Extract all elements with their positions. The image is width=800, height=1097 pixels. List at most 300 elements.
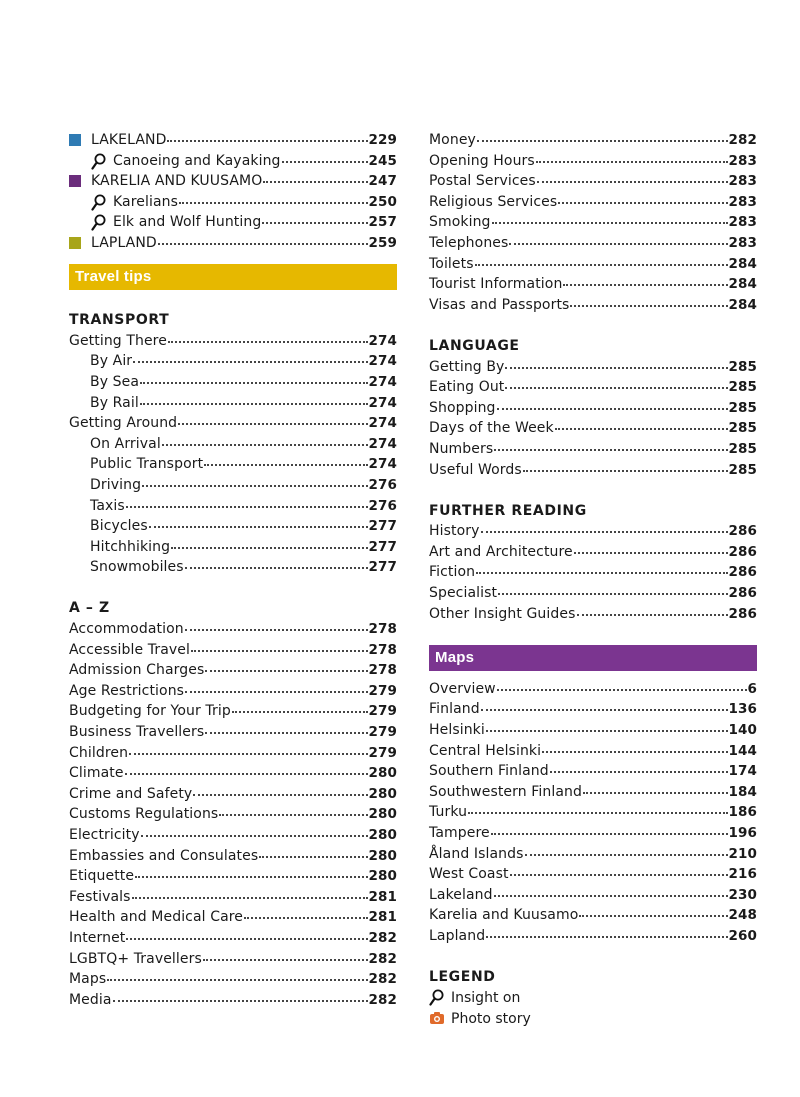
toc-entry[interactable] (69, 393, 397, 414)
magnifier-icon (91, 153, 107, 170)
dot-leader (570, 293, 727, 307)
toc-entry[interactable] (429, 233, 757, 254)
dot-leader (126, 926, 367, 940)
toc-entry[interactable] (429, 542, 757, 563)
page-number: 144 (728, 742, 757, 759)
page-number: 279 (368, 724, 397, 741)
page-number: 186 (728, 804, 757, 821)
entry-label: Health and Medical Care (69, 909, 244, 926)
page-number: 280 (368, 785, 397, 802)
page-number: 277 (368, 518, 397, 535)
page-number: 285 (728, 420, 757, 437)
page-number: 276 (368, 476, 397, 493)
toc-entry[interactable] (69, 743, 397, 764)
dot-leader (481, 697, 728, 711)
entry-label: Taxis (90, 497, 125, 514)
page-number: 210 (728, 845, 757, 862)
toc-entry[interactable] (69, 887, 397, 908)
page-number: 283 (728, 214, 757, 231)
entry-label: Getting Around (69, 415, 178, 432)
entry-label: Driving (90, 476, 142, 493)
dot-leader (219, 802, 367, 816)
toc-entry[interactable] (429, 782, 757, 803)
toc-entry[interactable] (429, 741, 757, 762)
entry-label: By Rail (90, 394, 139, 411)
entry-label: Art and Architecture (429, 543, 573, 560)
a-z-list (69, 619, 397, 1010)
page-number: 286 (728, 543, 757, 560)
toc-entry[interactable] (69, 763, 397, 784)
entry-label: Media (69, 991, 112, 1008)
page-number: 274 (368, 373, 397, 390)
entry-label: Tampere (429, 825, 490, 841)
toc-entry[interactable] (429, 679, 757, 700)
dot-leader (158, 231, 368, 245)
toc-entry[interactable] (429, 460, 757, 481)
dot-leader (132, 885, 368, 899)
page-number: 196 (728, 825, 757, 841)
toc-entry[interactable] (69, 928, 397, 949)
entry-label: Lapland (429, 927, 486, 944)
page-number: 278 (368, 662, 397, 679)
dot-leader (558, 190, 727, 204)
toc-entry[interactable] (429, 761, 757, 782)
entry-label: Karelians (113, 193, 179, 210)
page-number: 274 (368, 456, 397, 473)
dot-leader (583, 780, 728, 794)
toc-entry[interactable] (69, 171, 397, 192)
entry-label: Accommodation (69, 621, 184, 638)
dot-leader (525, 842, 728, 856)
page-number: 278 (368, 641, 397, 658)
dot-leader (574, 540, 728, 554)
toc-entry[interactable] (429, 130, 757, 151)
page-number: 286 (728, 564, 757, 581)
entry-label: Getting By (429, 358, 505, 375)
entry-label: Crime and Safety (69, 785, 193, 802)
toc-entry[interactable] (429, 171, 757, 192)
toc-entry[interactable] (429, 720, 757, 741)
toc-entry[interactable] (429, 562, 757, 583)
toc-entry[interactable] (429, 254, 757, 275)
entry-label: Southern Finland (429, 763, 549, 780)
page-number: 280 (368, 827, 397, 843)
dot-leader (185, 617, 368, 631)
legend-label: Insight on (451, 990, 521, 1007)
region-color-square-icon (69, 175, 81, 187)
toc-entry[interactable] (429, 604, 757, 625)
page-number: 6 (747, 680, 757, 697)
dot-leader (149, 514, 368, 528)
entry-label: LAKELAND (91, 132, 167, 148)
toc-entry[interactable] (69, 846, 397, 867)
entry-label: Admission Charges (69, 662, 205, 679)
toc-entry[interactable] (69, 151, 397, 172)
dot-leader (107, 967, 367, 981)
dot-leader (505, 375, 727, 389)
toc-entry[interactable] (69, 640, 397, 661)
page-number: 259 (368, 234, 397, 251)
dot-leader (191, 638, 368, 652)
page-number: 283 (728, 173, 757, 190)
toc-entry[interactable] (429, 802, 757, 823)
dot-leader (141, 823, 368, 837)
legend-item (429, 1008, 757, 1029)
toc-entry[interactable] (69, 557, 397, 578)
page-number: 277 (368, 559, 397, 576)
page-number: 274 (368, 332, 397, 349)
dot-leader (167, 128, 367, 142)
page-number: 274 (368, 353, 397, 370)
toc-entry[interactable] (69, 660, 397, 681)
legend-list (429, 988, 757, 1029)
toc-entry[interactable] (69, 722, 397, 743)
page-number: 283 (728, 193, 757, 210)
toc-entry[interactable] (69, 784, 397, 805)
dot-leader (259, 844, 367, 858)
dot-leader (142, 473, 367, 487)
toc-entry[interactable] (429, 905, 757, 926)
page-number: 280 (368, 868, 397, 885)
entry-label: West Coast (429, 866, 509, 883)
toc-entry[interactable] (69, 496, 397, 517)
toc-entry[interactable] (69, 475, 397, 496)
dot-leader (542, 739, 727, 753)
entry-label: Telephones (429, 234, 509, 251)
entry-label: Etiquette (69, 868, 135, 885)
page-number: 274 (368, 415, 397, 432)
dot-leader (232, 699, 368, 713)
entry-label: Visas and Passports (429, 296, 570, 313)
toc-entry[interactable] (69, 192, 397, 213)
entry-label: KARELIA AND KUUSAMO (91, 173, 263, 190)
dot-leader (179, 190, 368, 204)
dot-leader (563, 272, 727, 286)
entry-label: Southwestern Finland (429, 783, 583, 800)
dot-leader (185, 679, 367, 693)
dot-leader (468, 800, 727, 814)
toc-entry[interactable] (429, 926, 757, 947)
entry-label: Overview (429, 680, 496, 697)
dot-leader (494, 883, 728, 897)
language-heading: LANGUAGE (429, 337, 520, 354)
toc-entry[interactable] (429, 357, 757, 378)
entry-label: Business Travellers (69, 724, 205, 741)
dot-leader (486, 718, 728, 732)
entry-label: Accessible Travel (69, 641, 190, 658)
page-number: 279 (368, 744, 397, 761)
entry-label: Bicycles (90, 518, 148, 535)
page-number: 247 (368, 173, 397, 190)
toc-entry[interactable] (429, 521, 757, 542)
toc-entry[interactable] (69, 516, 397, 537)
dot-leader (481, 519, 728, 533)
toc-entry[interactable] (429, 418, 757, 439)
entry-label: Smoking (429, 214, 491, 231)
toc-entry[interactable] (69, 233, 397, 254)
page-number: 184 (728, 783, 757, 800)
dot-leader (263, 169, 367, 183)
toc-entry[interactable] (429, 274, 757, 295)
dot-leader (498, 581, 727, 595)
entry-label: Climate (69, 765, 124, 782)
further-reading-heading: FURTHER READING (429, 502, 587, 519)
region-color-square-icon (69, 134, 81, 146)
page-number: 260 (728, 927, 757, 944)
entry-label: Postal Services (429, 173, 536, 190)
page-number: 282 (368, 950, 397, 967)
a-z-heading: A – Z (69, 600, 110, 617)
toc-entry[interactable] (429, 398, 757, 419)
page-number: 281 (368, 888, 397, 905)
entry-label: Central Helsinki (429, 742, 542, 759)
dot-leader (282, 149, 368, 163)
toc-entry[interactable] (69, 537, 397, 558)
maps-banner: Maps (429, 645, 757, 671)
toc-entry[interactable] (429, 823, 757, 844)
entry-label: Age Restrictions (69, 682, 185, 699)
magnifier-icon (91, 194, 107, 211)
page-number: 283 (728, 234, 757, 251)
entry-label: Other Insight Guides (429, 605, 576, 622)
entry-label: Religious Services (429, 193, 558, 210)
page-number: 285 (728, 379, 757, 396)
entry-label: LGBTQ+ Travellers (69, 950, 202, 967)
dot-leader (476, 560, 727, 574)
entry-label: Numbers (429, 440, 494, 457)
entry-label: Festivals (69, 888, 131, 905)
page-number: 282 (728, 132, 757, 148)
dot-leader (113, 988, 368, 1002)
entry-label: Children (69, 744, 129, 761)
entry-label: Customs Regulations (69, 806, 219, 823)
entry-label: Turku (429, 804, 468, 821)
dot-leader (162, 432, 368, 446)
dot-leader (133, 349, 367, 363)
page-number: 282 (368, 929, 397, 946)
dot-leader (536, 149, 728, 163)
toc-entry[interactable] (69, 212, 397, 233)
dot-leader (262, 210, 367, 224)
page-number: 285 (728, 399, 757, 416)
entry-label: Getting There (69, 332, 167, 349)
page-number: 280 (368, 806, 397, 823)
page-number: 216 (728, 866, 757, 883)
toc-entry[interactable] (69, 619, 397, 640)
dot-leader (497, 396, 728, 410)
entry-label: Embassies and Consulates (69, 847, 259, 864)
toc-entry[interactable] (69, 866, 397, 887)
toc-entry[interactable] (69, 351, 397, 372)
magnifier-icon (429, 989, 451, 1007)
toc-entry[interactable] (429, 151, 757, 172)
toc-entry[interactable] (69, 949, 397, 970)
entry-label: Lakeland (429, 886, 493, 903)
page-number: 277 (368, 538, 397, 555)
entry-label: Tourist Information (429, 276, 563, 293)
dot-leader (577, 602, 728, 616)
toc-entry[interactable] (429, 192, 757, 213)
page-number: 286 (728, 523, 757, 540)
dot-leader (178, 411, 367, 425)
dot-leader (550, 759, 728, 773)
dot-leader (185, 555, 368, 569)
entry-label: Canoeing and Kayaking (113, 152, 281, 169)
dot-leader (477, 128, 728, 142)
entry-label: Shopping (429, 399, 496, 416)
toc-entry[interactable] (69, 413, 397, 434)
page-number: 284 (728, 296, 757, 313)
entry-label: Useful Words (429, 461, 522, 478)
regions-list (69, 130, 397, 254)
dot-leader (579, 903, 727, 917)
legend-label: Photo story (451, 1010, 531, 1027)
entry-label: Finland (429, 701, 480, 718)
toc-entry[interactable] (429, 583, 757, 604)
dot-leader (140, 391, 368, 405)
page-number: 286 (728, 605, 757, 622)
toc-entry[interactable] (69, 331, 397, 352)
transport-heading: TRANSPORT (69, 312, 170, 329)
language-list (429, 357, 757, 481)
page-number: 282 (368, 991, 397, 1008)
entry-label: By Air (90, 353, 133, 370)
entry-label: By Sea (90, 373, 140, 390)
toc-entry[interactable] (69, 130, 397, 151)
dot-leader (505, 355, 727, 369)
region-color-square-icon (69, 237, 81, 249)
legend-heading: LEGEND (429, 969, 496, 986)
page-number: 285 (728, 440, 757, 457)
toc-entry[interactable] (429, 844, 757, 865)
dot-leader (205, 658, 367, 672)
dot-leader (492, 210, 728, 224)
toc-entry[interactable] (69, 907, 397, 928)
dot-leader (135, 864, 367, 878)
dot-leader (494, 437, 727, 451)
entry-label: Snowmobiles (90, 559, 184, 576)
page-number: 285 (728, 461, 757, 478)
entry-label: Specialist (429, 585, 498, 602)
page-number: 248 (728, 907, 757, 924)
dot-leader (497, 677, 747, 691)
entry-label: Public Transport (90, 456, 204, 473)
page-number: 230 (728, 886, 757, 903)
dot-leader (244, 905, 368, 919)
toc-entry[interactable] (69, 372, 397, 393)
entry-label: Toilets (429, 255, 474, 272)
page-number: 274 (368, 435, 397, 452)
entry-label: Eating Out (429, 379, 505, 396)
dot-leader (125, 761, 368, 775)
dot-leader (475, 252, 728, 266)
page-number: 280 (368, 765, 397, 782)
dot-leader (171, 535, 367, 549)
dot-leader (140, 370, 367, 384)
toc-entry[interactable] (429, 377, 757, 398)
maps-list (429, 679, 757, 947)
dot-leader (204, 452, 367, 466)
page-number: 257 (368, 214, 397, 231)
entry-label: Elk and Wolf Hunting (113, 214, 262, 231)
dot-leader (537, 169, 728, 183)
dot-leader (126, 494, 368, 508)
page-number: 274 (368, 394, 397, 411)
dot-leader (205, 720, 367, 734)
toc-entry[interactable] (69, 804, 397, 825)
page-number: 284 (728, 255, 757, 272)
page-number: 282 (368, 971, 397, 988)
page-number: 174 (728, 763, 757, 780)
toc-entry[interactable] (429, 295, 757, 316)
a-z-continued-list (429, 130, 757, 315)
entry-label: Money (429, 132, 476, 148)
toc-entry[interactable] (69, 969, 397, 990)
page-number: 229 (368, 132, 397, 148)
page-number: 136 (728, 701, 757, 718)
page-number: 245 (368, 152, 397, 169)
entry-label: History (429, 523, 480, 540)
dot-leader (510, 862, 728, 876)
toc-entry[interactable] (429, 699, 757, 720)
entry-label: Fiction (429, 564, 476, 581)
page-number: 284 (728, 276, 757, 293)
page-number: 283 (728, 152, 757, 169)
entry-label: Maps (69, 971, 107, 988)
dot-leader (193, 782, 367, 796)
entry-label: Internet (69, 929, 126, 946)
toc-entry[interactable] (69, 990, 397, 1011)
page-number: 280 (368, 847, 397, 864)
entry-label: Helsinki (429, 722, 485, 739)
dot-leader (168, 329, 368, 343)
page-number: 250 (368, 193, 397, 210)
magnifier-icon (91, 214, 107, 231)
dot-leader (129, 741, 367, 755)
entry-label: Days of the Week (429, 420, 554, 437)
entry-label: Karelia and Kuusamo (429, 907, 579, 924)
entry-label: Opening Hours (429, 152, 535, 169)
toc-entry[interactable] (429, 864, 757, 885)
toc-entry[interactable] (69, 454, 397, 475)
toc-entry[interactable] (69, 681, 397, 702)
dot-leader (523, 458, 728, 472)
entry-label: Budgeting for Your Trip (69, 703, 231, 720)
right-column (429, 130, 757, 1029)
toc-entry[interactable] (69, 825, 397, 846)
left-column (69, 130, 397, 1010)
transport-list (69, 331, 397, 578)
toc-entry[interactable] (69, 434, 397, 455)
page-number: 285 (728, 358, 757, 375)
further-reading-list (429, 521, 757, 624)
toc-entry[interactable] (429, 212, 757, 233)
entry-label: Hitchhiking (90, 538, 171, 555)
toc-entry[interactable] (429, 885, 757, 906)
page-number: 286 (728, 585, 757, 602)
entry-label: LAPLAND (91, 234, 157, 251)
page-number: 278 (368, 621, 397, 638)
page-number: 279 (368, 682, 397, 699)
dot-leader (555, 416, 728, 430)
dot-leader (491, 821, 728, 835)
legend-item (429, 988, 757, 1009)
page-number: 276 (368, 497, 397, 514)
toc-entry[interactable] (69, 701, 397, 722)
toc-entry[interactable] (429, 439, 757, 460)
entry-label: Electricity (69, 827, 140, 843)
entry-label: On Arrival (90, 435, 161, 452)
